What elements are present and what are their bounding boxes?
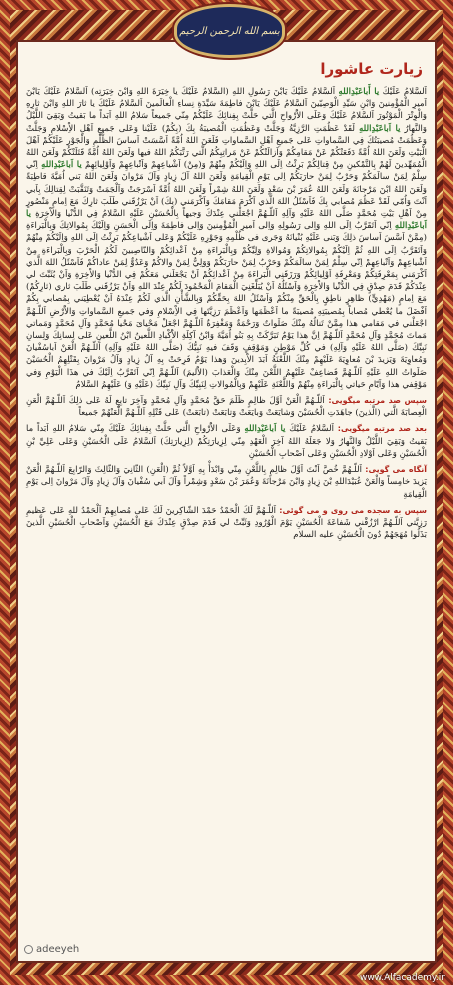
instruction-text: بعد صد مرتبه میگویی: <box>333 424 427 434</box>
prayer-text: لَقَدْ عَظُمَتِ الرَّزِيَّةُ وَجَلَّتْ وَعَظُمَتِ الْمُصيبَةُ بِكَ (بِكُمْ) عَلَيْنا وَعَلى جَميعِ اَهْلِ الاِْسْلامِ وَجَلَّتْ وَعَظُمَتْ مُصيبَتُكَ فِي السَّماواتِ عَلى جَميعِ اَهْلِ السَّماواتِ فَلَعَنَ اللهُ اُمَّةً اَسَّسَتْ اَساسَ الظُّلْمِ وَالْجَوْرِ عَلَيْكُمْ اَهْلَ الْبَيْتِ وَلَعَنَ اللهُ اُمَّةً دَفَعَتْكُمْ عَنْ مَقامِكُمْ وَاَزالَتْكُمْ عَنْ مَراتِبِكُمُ الَّتي رَتَّبَكُمُ اللهُ فيها وَلَعَنَ اللهُ اُمَّةً قَتَلَتْكُمْ وَلَعَنَ اللهُ الْمُمَهِّدينَ لَهُمْ بِالتَّمْكينِ مِنْ قِتالِكُمْ بَرِئْتُ اِلَى اللهِ وَاِلَيْكُمْ مِنْهُمْ وَ(مِنْ) اَشْياعِهِمْ وَاَتْباعِهِمْ وَاَوْلِيائِهِمْ <box>26 123 427 171</box>
prayer-paragraph <box>26 464 427 501</box>
instruction-text: سپس صد مرتبه میگویی: <box>324 396 427 406</box>
page-title: زیارت عاشورا <box>320 60 423 78</box>
prayer-body <box>26 86 427 931</box>
instruction-text: سپس به سجده می روی و می گوئی: <box>276 505 428 515</box>
highlight-text: يا اَباعَبْدِاللهِ <box>359 123 401 134</box>
prayer-text: اَلسَّلامُ عَلَيْكَ <box>285 424 334 435</box>
prayer-paragraph <box>26 423 427 460</box>
text-panel <box>16 40 437 963</box>
prayer-paragraph <box>26 86 427 391</box>
prayer-paragraph <box>26 505 427 542</box>
watermark: www.Alfacademy.ir <box>359 973 445 983</box>
highlight-text: يا اَباعَبْدِاللهِ <box>26 209 427 232</box>
instruction-text: آنگاه می گویی: <box>361 465 427 475</box>
prayer-text: وَعَلَى الاَْرْواحِ الَّتي حَلَّتْ بِفِنائِكَ عَلَيْكَ مِنّي سَلامُ اللهِ اَبَداً ما بَقيتُ وَبَقِيَ اللَّيْلُ وَالنَّهارُ وَلا جَعَلَهُ اللهُ آخِرَ الْعَهْدِ مِنّي لِزِيارَتِكُمْ (لِزِيارَتِكَ) اَلسَّلامُ عَلَى الْحُسَيْنِ وَعَلى عَلِيِّ بْنِ الْحُسَيْنِ وَعَلى اَوْلادِ الْحُسَيْنِ وَعَلى اَصْحابِ الْحُسَيْنِ <box>26 424 427 459</box>
bismillah-medallion <box>174 4 285 58</box>
prayer-text: اَلسَّلامُ عَلَيْكَ يَابْنَ رَسُولِ اللهِ (السَّلامُ عَلَيْكَ يا خِيَرَةَ اللهِ وَابْنَ خِيَرَتِه) اَلسَّلامُ عَلَيْكَ يَابْنَ اَميرِ الْمُؤْمِنينَ وَابْنِ سَيِّدِ الْوَصِيّينَ اَلسَّلامُ عَلَيْكَ يَابْنَ فاطِمَةَ سَيِّدَةِ نِساءِ الْعالَمينَ اَلسَّلامُ عَلَيْكَ يا ثارَ اللهِ وَابْنَ ثارِهِ وَالْوِتْرَ الْمَوْتُورَ اَلسَّلامُ عَلَيْكَ وَعَلَى الاَْرْواحِ الَّتي حَلَّتْ بِفِنائِكَ عَلَيْكُمْ مِنّي جَميعاً سَلامُ اللهِ اَبَداً ما بَقيتُ وَبَقِيَ اللَّيْلُ وَالنَّهارُ <box>26 87 427 134</box>
prayer-text: اِنّي اَتَقَرَّبُ اِلَى اللهِ وَاِلى رَسُولِهِ وَاِلى اَميرِ الْمُؤْمِنينَ وَاِلى فاطِمَةَ وَاِلَى الْحَسَنِ وَاِلَيْكَ بِمُوالاتِكَ وَبِالْبَراءَةِ (مِمَّنْ اَسَّسَ اَساسَ ذلِكَ وَبَنى عَلَيْهِ بُنْيانَهُ وَجَرى فى ظُلْمِهِ وَجَوْرِهِ عَلَيْكُمْ وَعَلى اَشْياعِكُمْ بَرِئْتُ اِلَى اللهِ وَاِلَيْكُمْ مِنْهُمْ وَاَتَقَرَّبُ اِلَى اللهِ ثُمَّ اِلَيْكُمْ بِمُوالاتِكُمْ وَمُوالاةِ وَلِيِّكُمْ وَبِالْبَراءَةِ مِنْ اَعْدائِكُمْ وَالنّاصِبينَ لَكُمُ الْحَرْبَ وَبِالْبَراءَةِ مِنْ اَشْياعِهِمْ وَاَتْباعِهِمْ اِنّي سِلْمٌ لِمَنْ سالَمَكُمْ وَحَرْبٌ لِمَنْ حارَبَكُمْ وَوَلِيٌّ لِمَنْ والاكُمْ وَعَدُوٌّ لِمَنْ عاداكُمْ فَاَسْئَلُ اللهَ الَّذي اَكْرَمَني بِمَعْرِفَتِكُمْ وَمَعْرِفَةِ اَوْلِيائِكُمْ وَرَزَقَنِي الْبَراءَةَ مِنْ اَعْدائِكُمْ اَنْ يَجْعَلَني مَعَكُمْ فِي الدُّنْيا وَالاْخِرَةِ وَاَنْ يُثَبِّتَ لي عِنْدَكُمْ قَدَمَ صِدْقٍ فِي الدُّنْيا وَالاْخِرَةِ وَاَسْئَلُهُ اَنْ يُبَلِّغَنِيَ الْمَقامَ الْمَحْمُودَ لَكُمْ عِنْدَ اللهِ وَاَنْ يَرْزُقَني طَلَبَ ثاري (ثارِكُمْ) مَعَ اِمامٍ (مَهْدِيٍّ) ظاهِرٍ ناطِقٍ بِالْحَقِّ مِنْكُمْ وَاَسْئَلُ اللهَ بِحَقِّكُمْ وَبِالشَّأْنِ الَّذي لَكُمْ عِنْدَهُ اَنْ يُعْطِيَني بِمُصابي بِكُمْ اَفْضَلَ ما يُعْطي مُصاباً بِمُصيبَتِهِ مُصيبَةً ما اَعْظَمَها وَاَعْظَمَ رَزِيَّتَها فِي الاِْسْلامِ وَفي جَميعِ السَّماواتِ وَالاَْرْضِ اَللّـهُمَّ اجْعَلْني في مَقامي هذا مِمَّنْ تَنالُهُ مِنْكَ صَلَواتٌ وَرَحْمَةٌ وَمَغْفِرَةٌ اَللّـهُمَّ اجْعَلْ مَحْياىَ مَحْيا مُحَمَّدٍ وَآلِ مُحَمَّدٍ وَمَماتي مَماتَ مُحَمَّدٍ وَآلِ مُحَمَّدٍ اَللّـهُمَّ اِنَّ هذا يَوْمٌ تَبَرَّكَتْ بِهِ بَنُو اُمَيَّةَ وَابْنُ آكِلَةِ الاَْكْبادِ اللَّعينُ ابْنُ اللَّعينِ عَلى لِسانِكَ وَلِسانِ نَبِيِّكَ (صَلَّى اللهُ عَلَيْهِ وَآلِهِ) في كُلِّ مَوْطِنٍ وَمَوْقِفٍ وَقَفَ فيهِ نَبِيُّكَ (صَلَّى اللهُ عَلَيْهِ وَآلِهِ) اَللّـهُمَّ الْعَنْ اَباسُفْيانَ وَمُعاوِيَةَ وَيَزيدَ بْنَ مُعاوِيَةَ عَلَيْهِمْ مِنْكَ اللَّعْنَةُ اَبَدَ الاْبِدينَ وَهذا يَوْمٌ فَرِحَتْ بِهِ آلُ زِيادٍ وَآلُ مَرْوانَ بِقَتْلِهِمُ الْحُسَيْنَ صَلَواتُ اللهِ عَلَيْهِ اَللّـهُمَّ فَضاعِفْ عَلَيْهِمُ اللَّعْنَ مِنْكَ وَالْعَذابَ (الاَْليمَ) اَللّـهُمَّ اِنّي اَتَقَرَّبُ اِلَيْكَ في هذَا الْيَوْمِ وَفي مَوْقِفي هذا وَاَيّامِ حَياتي بِالْبَراءَةِ مِنْهُمْ وَاللَّعْنَةِ عَلَيْهِمْ وَبِالْمُوالاتِ لِنَبِيِّكَ وَآلِ نَبِيِّكَ (عَلَيْهِ وَ) عَلَيْهِمُ السَّلامُ <box>26 221 427 390</box>
highlight-text: يا أَباعَبْدِاللهِ <box>338 87 380 97</box>
prayer-paragraph <box>26 395 427 419</box>
prayer-text: اَللّـهُمَّ خُصَّ اَنْتَ اَوَّلَ ظالِمٍ بِاللَّعْنِ مِنّي وَابْدَأْ بِهِ اَوَّلاً ثُمَّ (الْعَنِ) الثّانِيَ وَالثّالِثَ وَالرّابِعَ اَللّـهُمَّ الْعَنْ يَزيدَ خامِساً وَالْعَنْ عُبَيْدَاللهِ بْنَ زِيادٍ وَابْنَ مَرْجانَةَ وَعُمَرَ بْنَ سَعْدٍ وَشِمْراً وَآلَ اَبي سُفْيانَ وَآلَ زِيادٍ وَآلَ مَرْوانَ اِلى يَوْمِ الْقِيامَةِ <box>26 465 427 500</box>
highlight-text: يا اَباعَبْدِاللهِ <box>41 160 82 171</box>
highlight-text: يا اَباعَبْدِاللهِ <box>244 424 286 435</box>
footer-brand <box>24 944 79 955</box>
brand-name: adeeyeh <box>36 944 80 955</box>
medallion-text: بسم الله الرحمن الرحیم <box>179 25 280 37</box>
prayer-text: اَللّـهُمَّ الْعَنْ اَوَّلَ ظالِمٍ ظَلَمَ حَقَّ مُحَمَّدٍ وَآلِ مُحَمَّدٍ وَآخِرَ تابِعٍ لَهُ عَلى ذلِكَ اَللّـهُمَّ الْعَنِ الْعِصابَةَ الَّتي (الَّذينَ) جاهَدَتِ الْحُسَيْنَ وَشايَعَتْ وَبايَعَتْ وَتابَعَتْ (تابَعَتْ) عَلى قَتْلِهِ اَللّـهُمَّ الْعَنْهُمْ جَميعاً <box>26 396 427 419</box>
prayer-text: اِنّي سِلْمٌ لِمَنْ سالَمَكُمْ وَحَرْبٌ لِمَنْ حارَبَكُمْ اِلى يَوْمِ الْقِيامَةِ وَلَعَنَ اللهُ آلَ زِيادٍ وَآلَ مَرْوانَ وَلَعَنَ اللهُ بَني اُمَيَّةَ قاطِبَةً وَلَعَنَ اللهُ ابْنَ مَرْجانَةَ وَلَعَنَ اللهُ عُمَرَ بْنَ سَعْدٍ وَلَعَنَ اللهُ شِمْراً وَلَعَنَ اللهُ اُمَّةً اَسْرَجَتْ وَاَلْجَمَتْ وَتَنَقَّبَتْ لِقِتالِكَ بِاَبي اَنْتَ وَاُمّي لَقَدْ عَظُمَ مُصابي بِكَ فَاَسْئَلُ اللهَ الَّذي اَكْرَمَ مَقامَكَ وَاَكْرَمَني (بِكَ) اَنْ يَرْزُقَني طَلَبَ ثارِكَ مَعَ اِمامٍ مَنْصُورٍ مِنْ اَهْلِ بَيْتِ مُحَمَّدٍ صَلَّى اللهُ عَلَيْهِ وَآلِهِ اَللّـهُمَّ اجْعَلْني عِنْدَكَ وَجيهاً بِالْحُسَيْنِ عَلَيْهِ السَّلامُ فِي الدُّنْيا وَالاْخِرَةِ <box>26 160 427 220</box>
prayer-text: اَللّـهُمَّ لَكَ الْحَمْدُ حَمْدَ الشّاكِرينَ لَكَ عَلى مُصابِهِمْ اَلْحَمْدُ للهِ عَلى عَظيمِ رَزِيَّتي اَللّـهُمَّ ارْزُقْني شَفاعَةَ الْحُسَيْنِ يَوْمَ الْوُرُودِ وَثَبِّتْ لي قَدَمَ صِدْقٍ عِنْدَكَ مَعَ الْحُسَيْنِ وَاَصْحابِ الْحُسَيْنِ الَّذينَ بَذَلُوا مُهَجَهُمْ دُونَ الْحُسَيْنِ عليه السلام <box>26 505 427 541</box>
brand-logo-icon <box>24 945 33 954</box>
prayer-text: اَلسَّلامُ عَلَيْكَ <box>379 87 427 97</box>
